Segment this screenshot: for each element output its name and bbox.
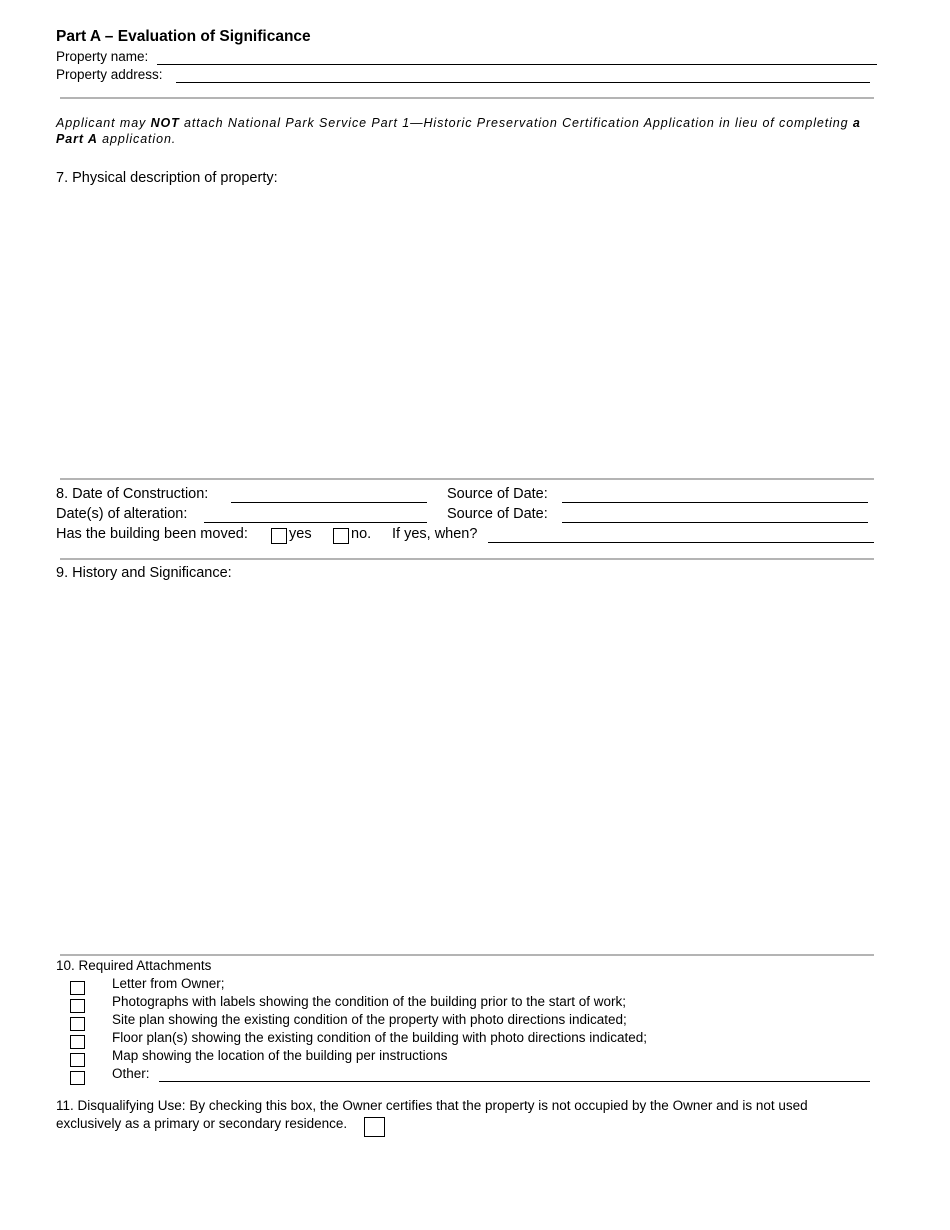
attachment-checkbox[interactable] — [70, 981, 85, 995]
moved-no-checkbox[interactable] — [333, 528, 349, 544]
attachment-item: Letter from Owner; — [112, 976, 225, 991]
if-yes-when-label: If yes, when? — [392, 526, 478, 542]
section-divider — [60, 954, 874, 956]
attachment-checkbox[interactable] — [70, 999, 85, 1013]
attachment-item: Map showing the location of the building per instructions — [112, 1048, 448, 1063]
history-significance-label: 9. History and Significance: — [56, 565, 232, 581]
property-address-label: Property address: — [56, 67, 163, 82]
source-of-date-label: Source of Date: — [447, 506, 548, 522]
section-divider — [60, 97, 874, 99]
attachment-checkbox[interactable] — [70, 1053, 85, 1067]
section-divider — [60, 558, 874, 560]
date-of-construction-label: 8. Date of Construction: — [56, 486, 209, 502]
moved-yes-checkbox[interactable] — [271, 528, 287, 544]
attachment-checkbox[interactable] — [70, 1035, 85, 1049]
attachment-checkbox[interactable] — [70, 1071, 85, 1085]
moved-when-field[interactable] — [488, 542, 874, 543]
attachment-item: Floor plan(s) showing the existing condition of the building with photo directions indicated; — [112, 1030, 648, 1045]
moved-no-label: no. — [351, 526, 372, 542]
disqualifying-use-checkbox[interactable] — [364, 1117, 385, 1137]
attachment-item: Photographs with labels showing the condition of the building prior to the start of work; — [112, 994, 627, 1009]
source-of-date-field[interactable] — [562, 502, 868, 503]
instruction-note: Applicant may NOT attach National Park Service Part 1—Historic Preservation Certification Application in lieu of completing a Part A application. — [56, 116, 861, 146]
disqualifying-use-text: 11. Disqualifying Use: By checking this box, the Owner certifies that the property is not occupied by the Owner and is not used — [56, 1098, 808, 1113]
property-address-field[interactable] — [176, 82, 870, 83]
date-of-alteration-field[interactable] — [204, 522, 427, 523]
other-attachment-field[interactable] — [159, 1081, 870, 1082]
attachment-item-other: Other: — [112, 1066, 150, 1081]
page-title: Part A – Evaluation of Significance — [56, 28, 311, 45]
moved-yes-label: yes — [289, 526, 312, 542]
physical-description-field[interactable] — [56, 195, 874, 470]
date-of-construction-field[interactable] — [231, 502, 427, 503]
property-name-label: Property name: — [56, 49, 149, 64]
physical-description-label: 7. Physical description of property: — [56, 170, 278, 186]
section-divider — [60, 478, 874, 480]
source-of-date-field[interactable] — [562, 522, 868, 523]
source-of-date-label: Source of Date: — [447, 486, 548, 502]
disqualifying-use-text-cont: exclusively as a primary or secondary residence. — [56, 1116, 348, 1131]
property-name-field[interactable] — [157, 64, 877, 65]
date-of-alteration-label: Date(s) of alteration: — [56, 506, 188, 522]
attachment-checkbox[interactable] — [70, 1017, 85, 1031]
history-significance-field[interactable] — [56, 590, 874, 945]
attachment-item: Site plan showing the existing condition of the property with photo directions indicated; — [112, 1012, 627, 1027]
moved-question-label: Has the building been moved: — [56, 526, 248, 542]
required-attachments-label: 10. Required Attachments — [56, 958, 212, 973]
